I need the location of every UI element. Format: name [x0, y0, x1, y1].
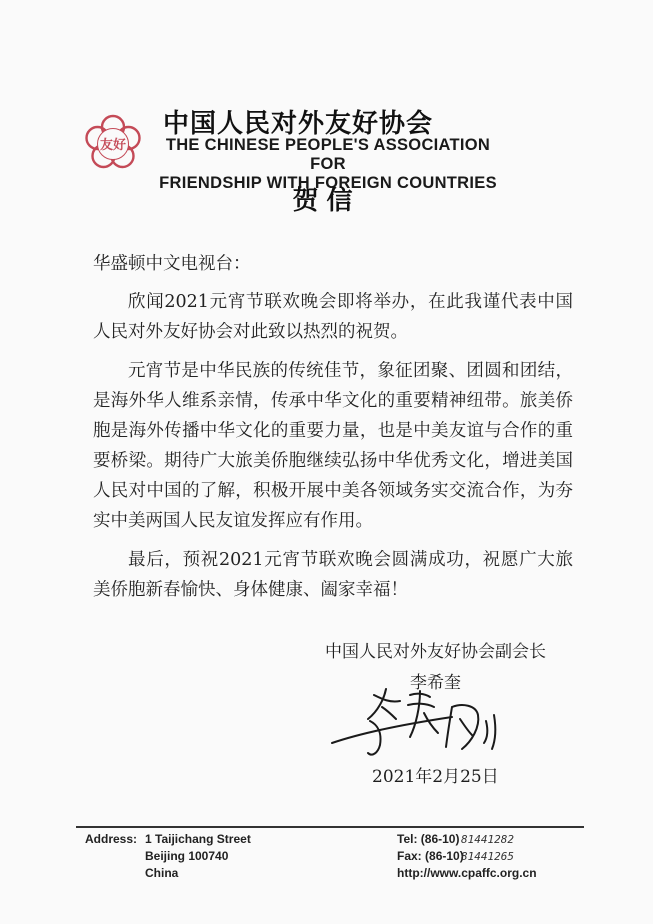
salutation: 华盛顿中文电视台： [93, 254, 251, 274]
fax-value: (86-10) [425, 849, 464, 863]
footer-contact [397, 831, 597, 882]
paragraph-1: 欣闻2021元宵节联欢晚会即将举办，在此我谨代表中国人民对外友好协会对此致以热烈的祝贺。 [93, 292, 573, 342]
letter-date: 2021年2月25日 [372, 767, 499, 787]
address-line1: 1 Taijichang Street [145, 832, 251, 846]
fax-number-handwritten: 81441265 [461, 850, 514, 863]
org-name-english-line2: FRIENDSHIP WITH FOREIGN COUNTRIES [159, 174, 497, 192]
logo-text: 友好 [99, 138, 127, 153]
address-line3: China [145, 866, 179, 880]
tel-number-handwritten: 81441282 [461, 833, 514, 846]
org-name-chinese: 中国人民对外友好协会 [163, 109, 434, 139]
fax-label: Fax: (86-10) [397, 849, 464, 863]
footer-address [85, 831, 315, 882]
tel-label: Tel: (86-10) [397, 832, 460, 846]
signatory-title: 中国人民对外友好协会副会长 [325, 642, 546, 662]
letter-title: 贺信 [292, 186, 361, 216]
handwritten-signature [312, 685, 502, 763]
plum-blossom-emblem-icon [82, 112, 144, 174]
paragraph-3: 最后，预祝2021元宵节联欢晚会圆满成功，祝愿广大旅美侨胞新春愉快、身体健康、阖家幸福！ [93, 550, 573, 600]
org-name-english-line1: THE CHINESE PEOPLE'S ASSOCIATION FOR [165, 136, 491, 173]
signatory-name: 李希奎 [410, 673, 461, 693]
footer-divider [76, 826, 584, 828]
letter-body [93, 252, 573, 614]
paragraph-2: 元宵节是中华民族的传统佳节，象征团聚、团圆和团结，是海外华人维系亲情，传承中华文化的重要精神纽带。旅美侨胞是海外传播中华文化的重要力量，也是中美友谊与合作的重要桥梁。期待广大旅美侨胞继续弘扬中华优秀文化，增进美国人民对中国的了解，积极开展中美各领域务实交流合作，为夯实中美两国人民友谊发挥应有作用。 [93, 361, 573, 531]
website-link[interactable]: http://www.cpaffc.org.cn [397, 866, 537, 880]
tel-value: (86-10) [420, 832, 460, 846]
address-label: Address: [85, 832, 138, 846]
address-line2: Beijing 100740 [145, 849, 229, 863]
